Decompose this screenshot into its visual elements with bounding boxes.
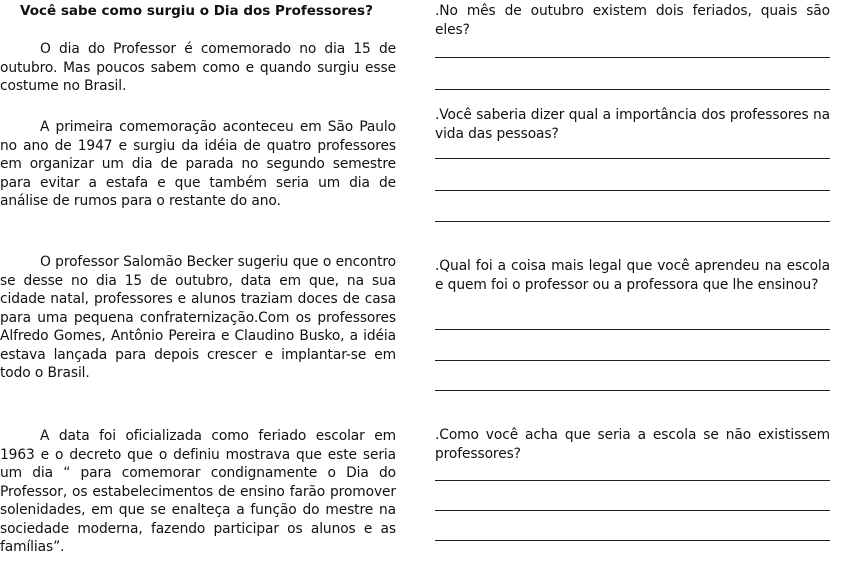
answer-line[interactable] bbox=[435, 190, 830, 191]
question-1-text: .No mês de outubro existem dois feriados, quais são eles? bbox=[435, 3, 830, 38]
paragraph-2: A primeira comemoração aconteceu em São Paulo no ano de 1947 e surgiu da idéia de quatro professores em organizar um dia de parada no segundo semestre para evitar a estafa e que também seria um dia de análise de rumos para o restante do ano. bbox=[0, 119, 396, 209]
question-1 bbox=[435, 2, 830, 39]
question-4-text: .Como você acha que seria a escola se não existissem professores? bbox=[435, 427, 830, 462]
question-4 bbox=[435, 426, 830, 463]
answer-line[interactable] bbox=[435, 57, 830, 58]
answer-line[interactable] bbox=[435, 329, 830, 330]
question-2 bbox=[435, 106, 830, 143]
answer-line[interactable] bbox=[435, 221, 830, 222]
answer-line[interactable] bbox=[435, 510, 830, 511]
page-title: Você sabe como surgiu o Dia dos Professores? bbox=[20, 3, 373, 19]
question-2-text: .Você saberia dizer qual a importância dos professores na vida das pessoas? bbox=[435, 107, 830, 142]
question-3-text: .Qual foi a coisa mais legal que você aprendeu na escola e quem foi o professor ou a professora que lhe ensinou? bbox=[435, 258, 830, 293]
answer-line[interactable] bbox=[435, 540, 830, 541]
answer-line[interactable] bbox=[435, 360, 830, 361]
paragraph-4: A data foi oficializada como feriado escolar em 1963 e o decreto que o definiu mostrava que este seria um dia “ para comemorar condignamente o Dia do Professor, os estabelecimentos de ensino farão promover solenidades, em que se enalteça a função do mestre na sociedade moderna, fazendo participar os alunos e as famílias”. bbox=[0, 428, 396, 555]
answer-line[interactable] bbox=[435, 390, 830, 391]
answer-line[interactable] bbox=[435, 158, 830, 159]
answer-line[interactable] bbox=[435, 89, 830, 90]
paragraph-3: O professor Salomão Becker sugeriu que o encontro se desse no dia 15 de outubro, data em que, na sua cidade natal, professores e alunos traziam doces de casa para uma pequena confraternização.Com os professores Alfredo Gomes, Antônio Pereira e Claudino Busko, a idéia estava lançada para depois crescer e implantar-se em todo o Brasil. bbox=[0, 254, 396, 381]
question-3 bbox=[435, 257, 830, 294]
answer-line[interactable] bbox=[435, 480, 830, 481]
paragraph-1: O dia do Professor é comemorado no dia 15 de outubro. Mas poucos sabem como e quando surgiu esse costume no Brasil. bbox=[0, 41, 396, 94]
